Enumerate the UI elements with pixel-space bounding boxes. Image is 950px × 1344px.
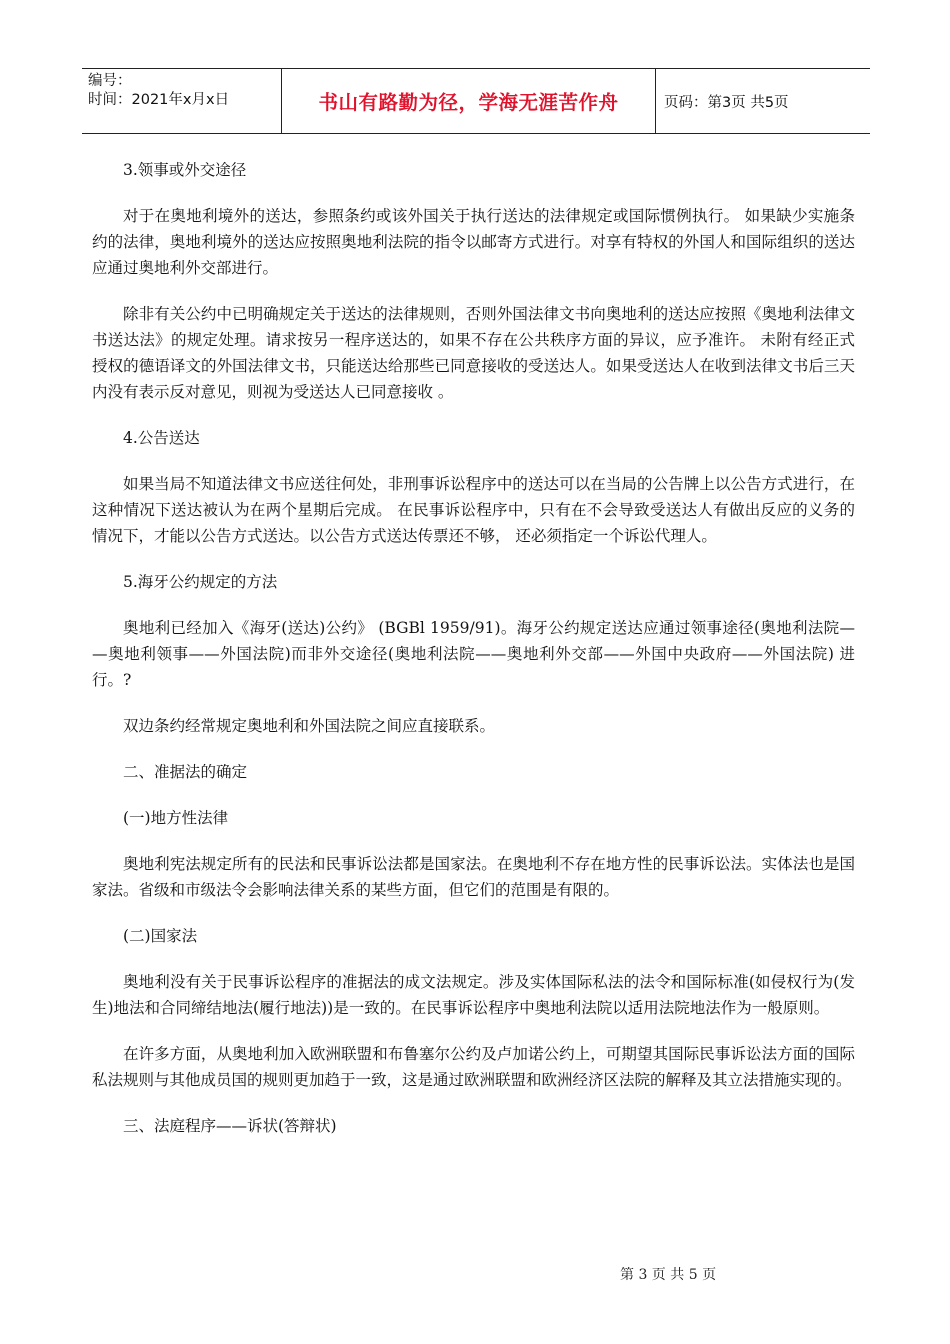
header-meta [82,69,282,133]
page-footer: 第 3 页 共 5 页 [620,1267,717,1283]
document-number-label: 编号： [88,73,132,89]
section-heading-court-procedure: 三、法庭程序——诉状(答辩状) [123,1117,337,1135]
body-paragraph: 如果当局不知道法律文书应送往何处，非刑事诉讼程序中的送达可以在当局的公告牌上以公告方式进行，在这种情况下送达被认为在两个星期后完成。 在民事诉讼程序中，只有在不会导致受送达人有做出反应的义务的情况下，才能以公告方式送达。以公告方式送达传票还不够， 还必须指定一个诉讼代理人。 [92,475,855,545]
header-motto: 书山有路勤为径，学海无涯苦作舟 [282,69,656,133]
body-paragraph: 奥地利宪法规定所有的民法和民事诉讼法都是国家法。在奥地利不存在地方性的民事诉讼法。实体法也是国家法。省级和市级法令会影响法律关系的某些方面，但它们的范围是有限的。 [92,855,855,899]
section-heading-hague: 5.海牙公约规定的方法 [123,573,278,591]
subsection-heading-local-law: (一)地方性法律 [123,809,229,827]
body-paragraph: 奥地利已经加入《海牙(送达)公约》 (BGBl 1959/91)。海牙公约规定送达应通过领事途径(奥地利法院— —奥地利领事——外国法院)而非外交途径(奥地利法院——奥地利外交部——外国中央政府——外国法院) 进行。? [92,619,855,689]
body-paragraph: 奥地利没有关于民事诉讼程序的准据法的成文法规定。涉及实体国际私法的法令和国际标准(如侵权行为(发生)地法和合同缔结地法(履行地法))是一致的。在民事诉讼程序中奥地利法院以适用法院地法作为一般原则。 [92,973,855,1017]
document-body [92,157,855,1159]
section-heading-applicable-law: 二、准据法的确定 [123,763,248,781]
section-heading-consular: 3.领事或外交途径 [123,161,247,179]
page-header [82,68,870,134]
section-heading-public-notice: 4.公告送达 [123,429,200,447]
body-paragraph: 除非有关公约中已明确规定关于送达的法律规则，否则外国法律文书向奥地利的送达应按照《奥地利法律文书送达法》的规定处理。请求按另一程序送达的，如果不存在公共秩序方面的异议，应予准许。 未附有经正式授权的德语译文的外国法律文书，只能送达给那些已同意接收的受送达人。如果受送达人在收到法律文书后三天内没有表示反对意见，则视为受送达人已同意接收 。 [92,305,855,401]
body-paragraph: 双边条约经常规定奥地利和外国法院之间应直接联系。 [123,717,496,735]
header-page-number: 页码：第3页 共5页 [664,94,789,111]
body-paragraph: 在许多方面，从奥地利加入欧洲联盟和布鲁塞尔公约及卢加诺公约上，可期望其国际民事诉讼法方面的国际私法规则与其他成员国的规则更加趋于一致，这是通过欧洲联盟和欧洲经济区法院的解释及其立法措施实现的。 [92,1045,855,1089]
subsection-heading-national-law: (二)国家法 [123,927,198,945]
document-time-label: 时间：2021年x月x日 [88,92,230,108]
body-paragraph: 对于在奥地利境外的送达，参照条约或该外国关于执行送达的法律规定或国际惯例执行。 如果缺少实施条约的法律，奥地利境外的送达应按照奥地利法院的指令以邮寄方式进行。对享有特权的外国人和国际组织的送达应通过奥地利外交部进行。 [92,207,855,277]
